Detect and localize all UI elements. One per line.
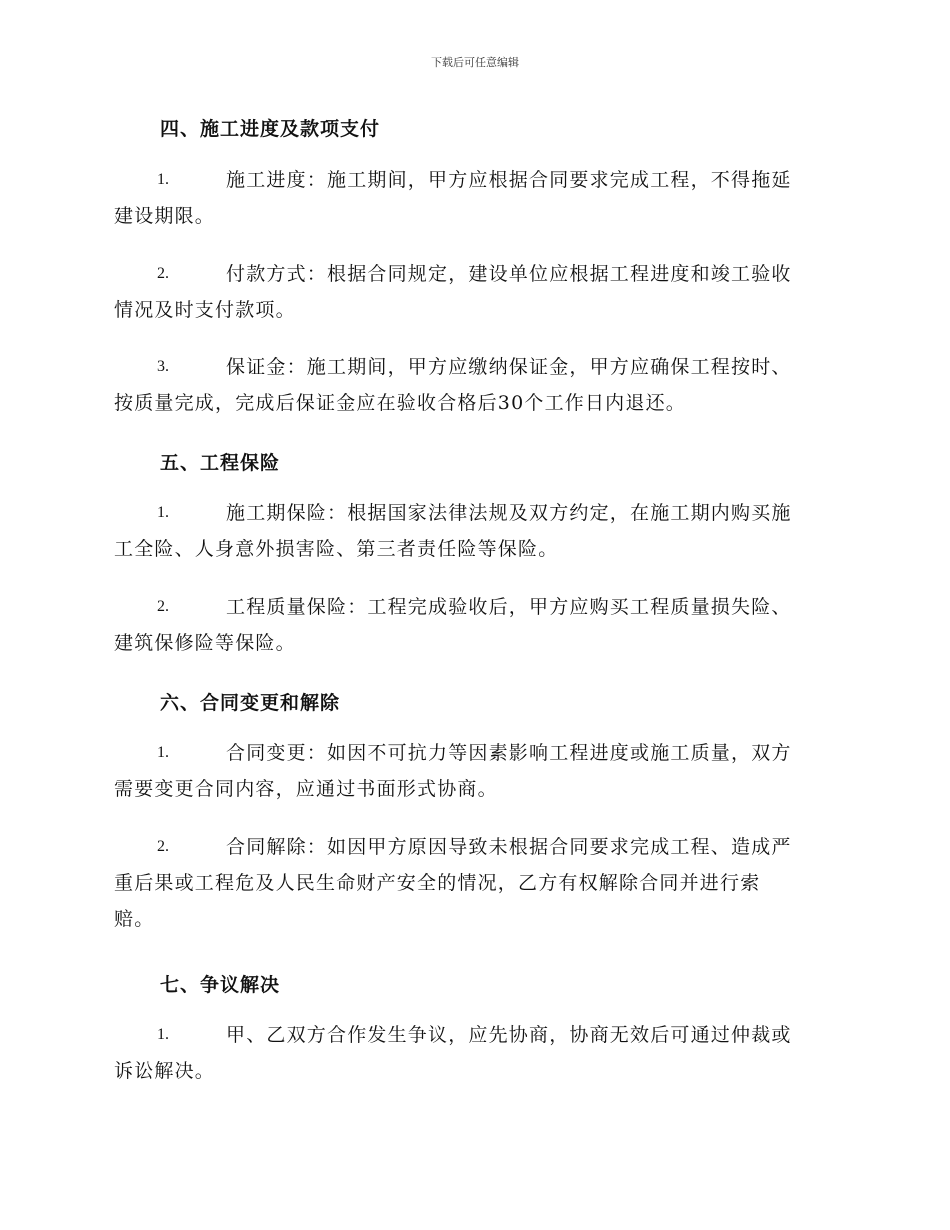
clause-text: 施工进度：施工期间，甲方应根据合同要求完成工程，不得拖延 bbox=[226, 169, 792, 191]
clause-number: 3. bbox=[157, 358, 169, 375]
section-heading: 六、合同变更和解除 bbox=[160, 692, 341, 714]
clause-text: 需要变更合同内容，应通过书面形式协商。 bbox=[114, 778, 498, 800]
clause-number: 1. bbox=[157, 744, 169, 761]
clause-text: 按质量完成，完成后保证金应在验收合格后30个工作日内退还。 bbox=[114, 392, 686, 414]
clause-text: 甲、乙双方合作发生争议，应先协商，协商无效后可通过仲裁或 bbox=[226, 1024, 792, 1046]
clause-text: 工程质量保险：工程完成验收后，甲方应购买工程质量损失险、 bbox=[226, 596, 792, 618]
clause-text: 工全险、人身意外损害险、第三者责任险等保险。 bbox=[114, 538, 559, 560]
clause-item bbox=[114, 735, 832, 807]
clause-number: 2. bbox=[157, 265, 169, 282]
clause-text: 合同解除：如因甲方原因导致未根据合同要求完成工程、造成严 bbox=[226, 836, 792, 858]
clause-number: 2. bbox=[157, 838, 169, 855]
clause-item bbox=[114, 495, 832, 567]
clause-item bbox=[114, 589, 832, 661]
section-heading: 五、工程保险 bbox=[160, 452, 281, 474]
clause-text: 保证金：施工期间，甲方应缴纳保证金，甲方应确保工程按时、 bbox=[226, 356, 792, 378]
page-header: 下载后可任意编辑 bbox=[431, 56, 519, 69]
clause-text: 施工期保险：根据国家法律法规及双方约定，在施工期内购买施 bbox=[226, 502, 792, 524]
clause-number: 1. bbox=[157, 171, 169, 188]
clause-text: 赔。 bbox=[114, 908, 155, 930]
clause-item bbox=[114, 256, 832, 328]
clause-item bbox=[114, 162, 832, 234]
clause-text: 诉讼解决。 bbox=[114, 1060, 216, 1082]
clause-item bbox=[114, 349, 832, 421]
clause-text: 付款方式：根据合同规定，建设单位应根据工程进度和竣工验收 bbox=[226, 263, 792, 285]
clause-text: 重后果或工程危及人民生命财产安全的情况，乙方有权解除合同并进行索 bbox=[114, 872, 761, 894]
clause-text: 合同变更：如因不可抗力等因素影响工程进度或施工质量，双方 bbox=[226, 742, 792, 764]
clause-item bbox=[114, 1017, 832, 1089]
clause-text: 建设期限。 bbox=[114, 205, 216, 227]
clause-text: 建筑保修险等保险。 bbox=[114, 632, 296, 654]
clause-number: 1. bbox=[157, 504, 169, 521]
clause-number: 1. bbox=[157, 1026, 169, 1043]
clause-item bbox=[114, 829, 832, 937]
section-heading: 七、争议解决 bbox=[160, 974, 281, 996]
clause-number: 2. bbox=[157, 598, 169, 615]
clause-text: 情况及时支付款项。 bbox=[114, 299, 296, 321]
section-heading: 四、施工进度及款项支付 bbox=[160, 118, 381, 140]
